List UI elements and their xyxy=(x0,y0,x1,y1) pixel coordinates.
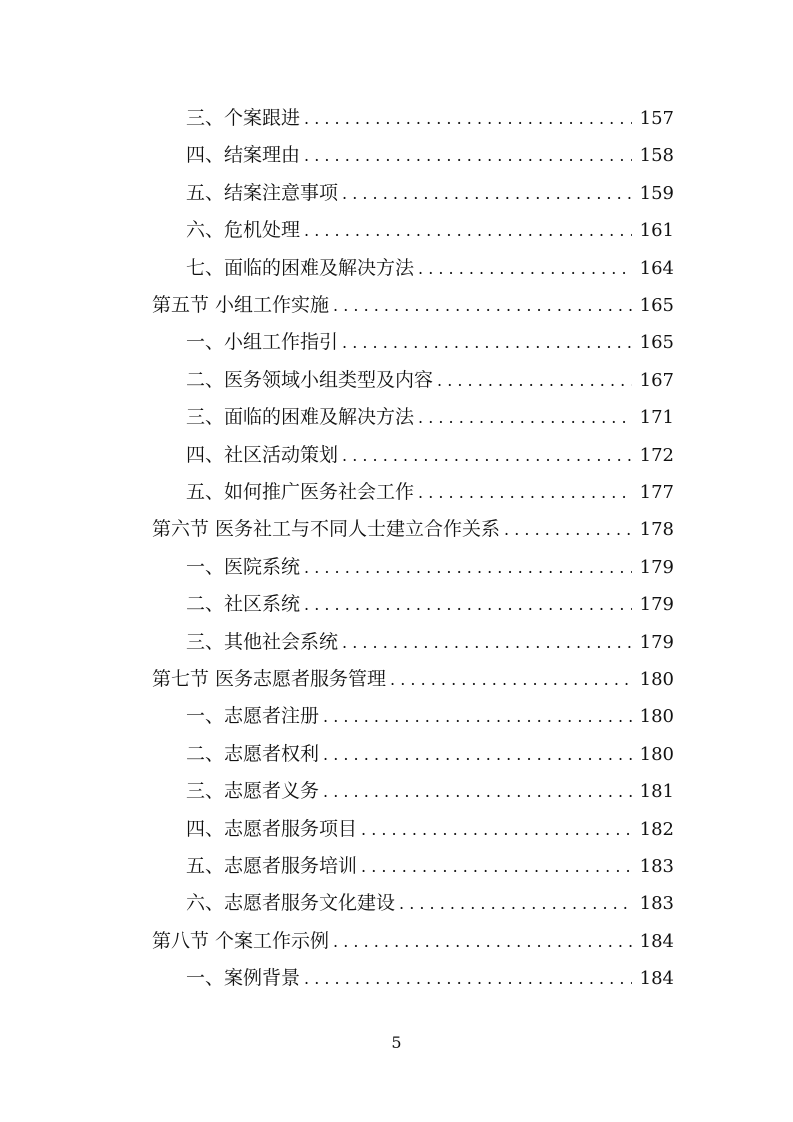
toc-entry-page: 172 xyxy=(639,444,674,466)
toc-item-entry[interactable] xyxy=(186,736,674,773)
toc-entry-page: 183 xyxy=(639,893,674,915)
toc-item-entry[interactable] xyxy=(186,324,674,361)
toc-entry-title: 二、医务领域小组类型及内容 xyxy=(186,368,434,391)
toc-entry-page: 184 xyxy=(639,930,674,952)
toc-dot-leader xyxy=(304,212,632,249)
toc-entry-title: 三、个案跟进 xyxy=(186,107,301,129)
toc-entry-title: 二、志愿者权利 xyxy=(186,742,320,765)
toc-entry-title: 六、志愿者服务文化建设 xyxy=(186,892,396,915)
toc-dot-leader xyxy=(504,511,632,548)
toc-entry-page: 167 xyxy=(639,369,674,391)
toc-section-entry[interactable] xyxy=(152,511,674,548)
toc-entry-page: 157 xyxy=(639,108,674,129)
toc-entry-page: 177 xyxy=(639,482,674,503)
toc-item-entry[interactable] xyxy=(186,586,674,623)
toc-entry-title: 三、其他社会系统 xyxy=(186,630,339,653)
toc-dot-leader xyxy=(304,137,632,174)
toc-dot-leader xyxy=(361,811,632,848)
toc-entry-title: 三、面临的困难及解决方法 xyxy=(186,406,415,429)
toc-item-entry[interactable] xyxy=(186,100,674,137)
toc-item-entry[interactable] xyxy=(186,811,674,848)
toc-dot-leader xyxy=(304,100,632,137)
toc-entry-page: 179 xyxy=(639,594,674,616)
toc-entry-title: 七、面临的困难及解决方法 xyxy=(186,256,415,279)
toc-dot-leader xyxy=(399,885,632,922)
toc-item-entry[interactable] xyxy=(186,624,674,661)
toc-section-entry[interactable] xyxy=(152,661,674,698)
toc-entry-page: 180 xyxy=(639,743,674,765)
toc-entry-title: 四、志愿者服务项目 xyxy=(186,817,358,840)
toc-entry-title: 第八节 个案工作示例 xyxy=(152,929,330,952)
toc-item-entry[interactable] xyxy=(186,399,674,436)
toc-dot-leader xyxy=(418,474,632,511)
toc-dot-leader xyxy=(342,175,632,212)
toc-dot-leader xyxy=(342,324,632,361)
toc-dot-leader xyxy=(304,960,632,997)
toc-item-entry[interactable] xyxy=(186,773,674,810)
toc-dot-leader xyxy=(437,362,632,399)
toc-entry-title: 四、社区活动策划 xyxy=(186,443,339,466)
toc-item-entry[interactable] xyxy=(186,137,674,174)
toc-item-entry[interactable] xyxy=(186,362,674,399)
toc-item-entry[interactable] xyxy=(186,474,674,511)
toc-entry-title: 五、如何推广医务社会工作 xyxy=(186,481,415,503)
toc-section-entry[interactable] xyxy=(152,923,674,960)
toc-entry-page: 180 xyxy=(639,706,674,728)
toc-entry-page: 179 xyxy=(639,631,674,653)
toc-entry-title: 一、医院系统 xyxy=(186,555,301,578)
toc-entry-page: 178 xyxy=(639,519,674,541)
toc-dot-leader xyxy=(342,624,632,661)
toc-dot-leader xyxy=(333,923,632,960)
toc-entry-page: 158 xyxy=(639,145,674,167)
toc-entry-page: 171 xyxy=(639,407,674,429)
toc-entry-page: 165 xyxy=(639,295,674,316)
toc-entry-title: 一、志愿者注册 xyxy=(186,705,320,728)
toc-entry-page: 182 xyxy=(639,818,674,840)
toc-dot-leader xyxy=(333,287,632,324)
toc-entry-title: 四、结案理由 xyxy=(186,144,301,167)
toc-entry-page: 164 xyxy=(639,257,674,279)
toc-dot-leader xyxy=(418,250,632,287)
toc-entry-page: 184 xyxy=(639,968,674,990)
toc-item-entry[interactable] xyxy=(186,549,674,586)
toc-dot-leader xyxy=(418,399,632,436)
toc-entry-title: 第五节 小组工作实施 xyxy=(152,294,330,316)
toc-dot-leader xyxy=(304,586,632,623)
toc-entry-page: 180 xyxy=(639,669,674,690)
toc-entry-page: 159 xyxy=(639,182,674,204)
toc-dot-leader xyxy=(323,736,632,773)
toc-entry-title: 二、社区系统 xyxy=(186,593,301,616)
toc-dot-leader xyxy=(323,773,632,810)
toc-entry-title: 一、小组工作指引 xyxy=(186,331,339,354)
toc-dot-leader xyxy=(390,661,632,698)
toc-section-entry[interactable] xyxy=(152,287,674,324)
toc-entry-page: 161 xyxy=(639,220,674,242)
page-number: 5 xyxy=(391,1033,402,1052)
toc-entry-page: 165 xyxy=(639,332,674,354)
toc-entry-title: 一、案例背景 xyxy=(186,967,301,990)
toc-item-entry[interactable] xyxy=(186,212,674,249)
toc-entry-title: 六、危机处理 xyxy=(186,219,301,242)
toc-item-entry[interactable] xyxy=(186,960,674,997)
toc-entry-title: 五、结案注意事项 xyxy=(186,181,339,204)
toc-dot-leader xyxy=(304,549,632,586)
toc-item-entry[interactable] xyxy=(186,885,674,922)
toc-dot-leader xyxy=(323,698,632,735)
toc-item-entry[interactable] xyxy=(186,437,674,474)
toc-entry-title: 第七节 医务志愿者服务管理 xyxy=(152,668,387,690)
toc-dot-leader xyxy=(361,848,632,885)
toc-entry-page: 181 xyxy=(639,781,674,803)
toc-entry-title: 三、志愿者义务 xyxy=(186,780,320,803)
toc-entry-title: 第六节 医务社工与不同人士建立合作关系 xyxy=(152,518,501,541)
toc-item-entry[interactable] xyxy=(186,848,674,885)
toc-entry-title: 五、志愿者服务培训 xyxy=(186,855,358,877)
toc-item-entry[interactable] xyxy=(186,698,674,735)
toc-item-entry[interactable] xyxy=(186,250,674,287)
toc-entry-page: 179 xyxy=(639,556,674,578)
toc-dot-leader xyxy=(342,437,632,474)
toc-entry-page: 183 xyxy=(639,856,674,877)
toc-item-entry[interactable] xyxy=(186,175,674,212)
